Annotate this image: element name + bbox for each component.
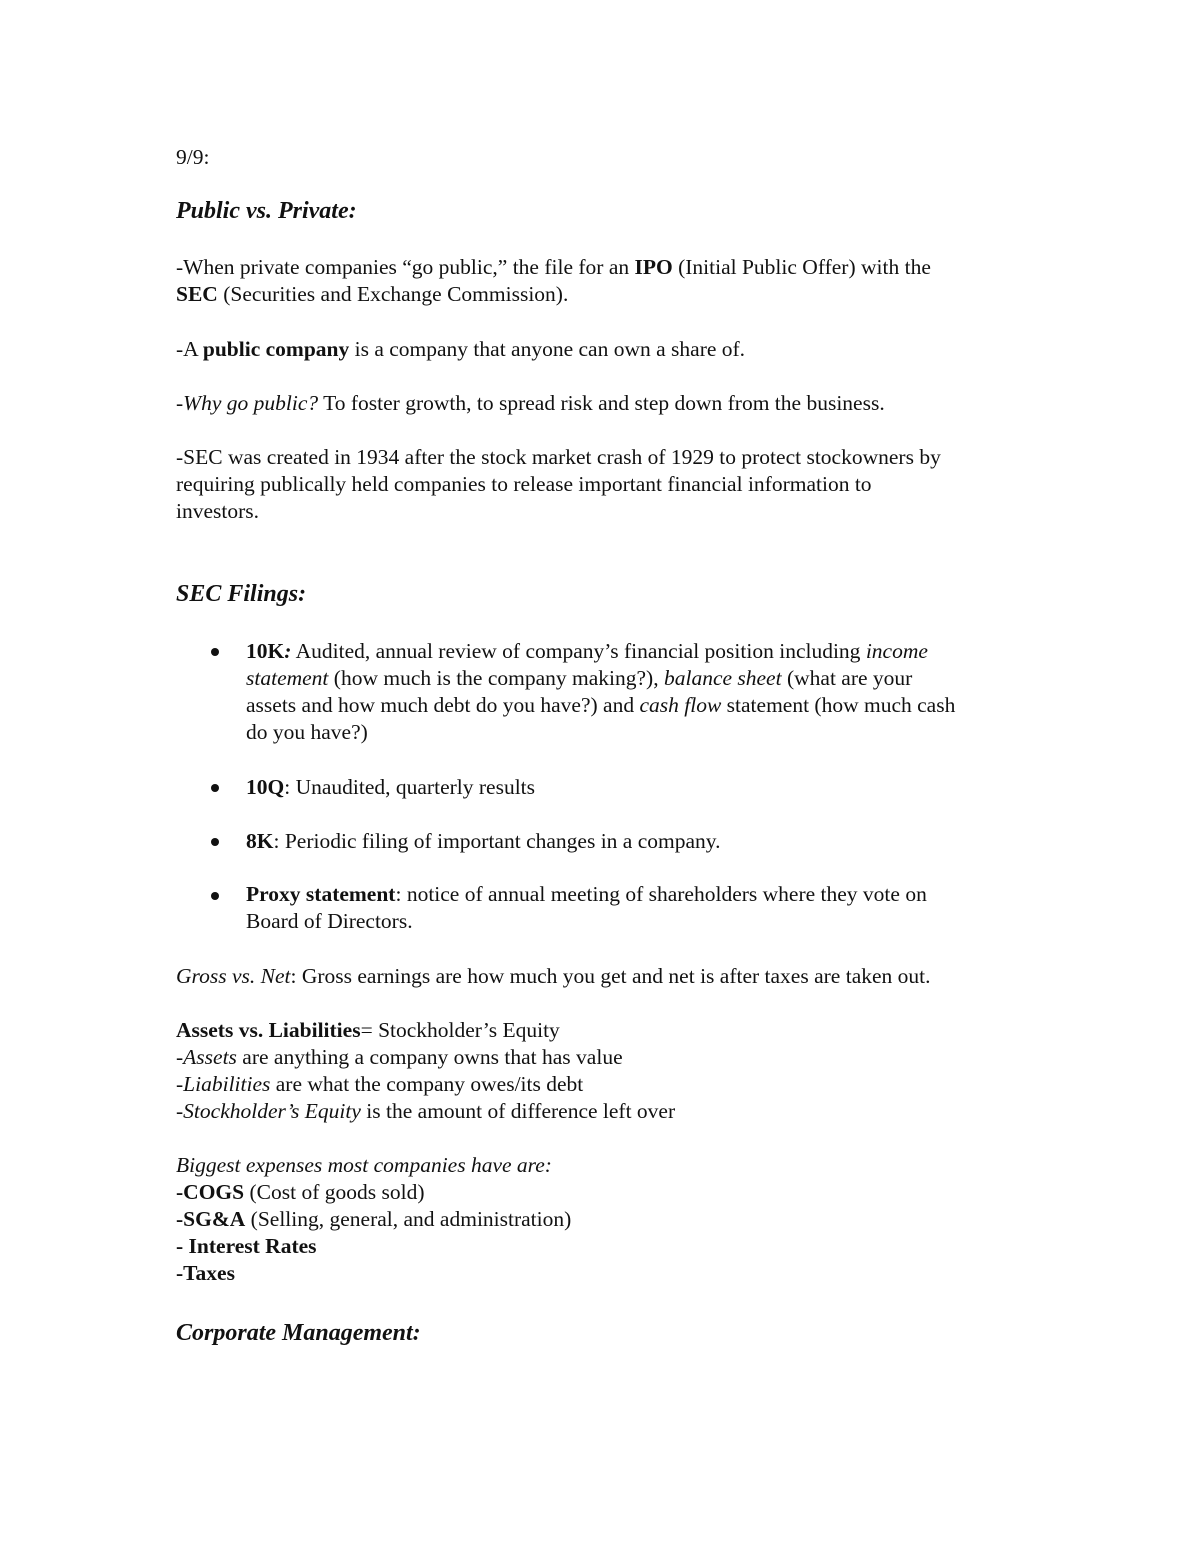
question-why-go-public: Why go public? <box>183 391 319 415</box>
text-span: is the amount of difference left over <box>360 1099 676 1123</box>
term-cogs: COGS <box>183 1180 245 1204</box>
text-span: (Cost of goods sold) <box>244 1180 425 1204</box>
text-span: - <box>176 391 184 415</box>
bullet-icon <box>211 648 219 656</box>
paragraph-ipo-line2 <box>176 281 568 308</box>
text-span: balance sheet <box>663 666 782 690</box>
text-span: (Initial Public Offer) with the <box>672 255 931 279</box>
paragraph-ipo-line1 <box>176 254 931 281</box>
term-assets: Assets <box>183 1045 237 1069</box>
term-assets-vs-liabilities: Assets vs. Liabilities <box>176 1018 361 1042</box>
term-interest-rates: Interest Rates <box>183 1234 317 1258</box>
filing-10k-line2 <box>246 665 912 692</box>
text-span: (Selling, general, and administration) <box>245 1207 572 1231</box>
paragraph-public-company <box>176 336 745 363</box>
term-liabilities: Liabilities <box>183 1072 271 1096</box>
text-span: : Unaudited, quarterly results <box>284 775 536 799</box>
assets-heading <box>176 1017 560 1044</box>
filing-proxy-line2: Board of Directors. <box>246 909 413 933</box>
expense-cogs <box>176 1179 424 1206</box>
filing-10k-line4: do you have?) <box>246 720 368 744</box>
heading-corporate-management: Corporate Management: <box>176 1320 421 1346</box>
text-span: is a company that anyone can own a share of. <box>349 337 746 361</box>
text-span: (what are your <box>781 666 913 690</box>
filing-10k-line3 <box>246 692 955 719</box>
text-span: - <box>176 1261 184 1285</box>
heading-sec-filings: SEC Filings: <box>176 581 307 607</box>
term-gross-vs-net: Gross vs. Net <box>176 964 291 988</box>
equity-line <box>176 1098 675 1125</box>
term-ipo: IPO <box>634 255 673 279</box>
paragraph-sec-history-line3: investors. <box>176 499 260 523</box>
paragraph-sec-history-line1: -SEC was created in 1934 after the stock market crash of 1929 to protect stockowners by <box>176 445 941 469</box>
text-span: -A <box>176 337 203 361</box>
heading-public-vs-private: Public vs. Private: <box>176 198 357 224</box>
text-span: assets and how much debt do you have?) and <box>246 693 640 717</box>
paragraph-gross-vs-net <box>176 963 931 990</box>
text-span: statement (how much cash <box>721 693 956 717</box>
text-span: Biggest expenses most companies have are: <box>176 1153 552 1177</box>
text-span: To foster growth, to spread risk and step down from the business. <box>318 391 885 415</box>
text-span: : Periodic filing of important changes in a company. <box>273 829 721 853</box>
term-sec: SEC <box>176 282 218 306</box>
term-8k: 8K <box>246 829 274 853</box>
term-public-company: public company <box>202 337 350 361</box>
text-span: : Gross earnings are how much you get and net is after taxes are taken out. <box>290 964 931 988</box>
bullet-icon <box>211 892 219 900</box>
bullet-icon <box>211 838 219 846</box>
text-span: - <box>176 1099 184 1123</box>
expenses-intro <box>176 1152 552 1179</box>
text-span: - <box>176 1180 184 1204</box>
filing-8k <box>246 828 721 855</box>
term-10q: 10Q <box>246 775 285 799</box>
term-10k: 10K <box>246 639 285 663</box>
text-span: (Securities and Exchange Commission). <box>217 282 569 306</box>
text-span: statement <box>246 666 329 690</box>
paragraph-sec-history-line2: requiring publically held companies to release important financial information to <box>176 472 872 496</box>
term-taxes: Taxes <box>183 1261 235 1285</box>
filing-10k-line1 <box>246 638 928 665</box>
text-span: are what the company owes/its debt <box>270 1072 584 1096</box>
expense-interest-rates <box>176 1233 317 1260</box>
term-stockholders-equity: Stockholder’s Equity <box>183 1099 361 1123</box>
text-span: Audited, annual review of company’s financial position including <box>291 639 866 663</box>
bullet-icon <box>211 784 219 792</box>
assets-line <box>176 1044 623 1071</box>
text-span: cash flow <box>639 693 722 717</box>
text-span: (how much is the company making?), <box>328 666 664 690</box>
expense-sga <box>176 1206 571 1233</box>
text-span: : <box>284 639 292 663</box>
paragraph-why-go-public <box>176 390 885 417</box>
text-span: -When private companies “go public,” the file for an <box>176 255 635 279</box>
text-span: are anything a company owns that has value <box>236 1045 623 1069</box>
date-label: 9/9: <box>176 145 210 169</box>
text-span: : notice of annual meeting of shareholders where they vote on <box>395 882 927 906</box>
term-proxy-statement: Proxy statement <box>246 882 396 906</box>
text-span: - <box>176 1045 184 1069</box>
text-span: - <box>176 1072 184 1096</box>
filing-proxy-line1 <box>246 881 927 908</box>
filing-10q <box>246 774 535 801</box>
text-span: - <box>176 1207 184 1231</box>
text-span: - <box>176 1234 184 1258</box>
term-sga: SG&A <box>183 1207 246 1231</box>
expense-taxes <box>176 1260 235 1287</box>
text-span: income <box>865 639 928 663</box>
text-span: = Stockholder’s Equity <box>360 1018 560 1042</box>
liabilities-line <box>176 1071 583 1098</box>
